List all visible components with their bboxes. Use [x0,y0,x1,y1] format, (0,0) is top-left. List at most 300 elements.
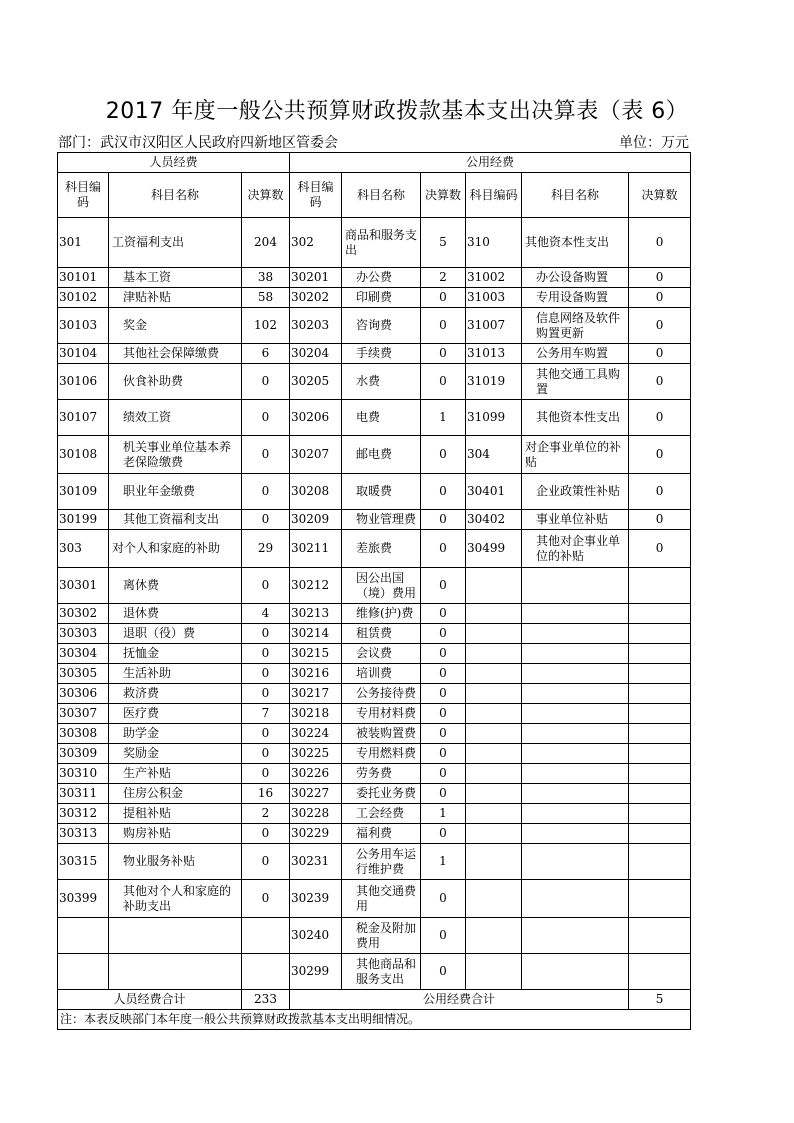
capital-name-cell [522,724,629,744]
personnel-name-cell: 提租补贴 [109,804,242,824]
capital-code-cell [466,568,522,604]
public-amount-cell: 0 [421,624,466,644]
personnel-code-cell: 30301 [58,568,109,604]
capital-amount-cell [629,744,691,764]
public-code-cell: 30214 [290,624,342,644]
public-amount-cell: 0 [421,954,466,990]
public-amount-cell: 0 [421,436,466,474]
public-code-cell: 30225 [290,744,342,764]
col-code-header: 科目编码 [290,173,342,218]
public-name-cell: 专用燃料费 [342,744,421,764]
capital-code-cell [466,804,522,824]
personnel-code-cell: 30312 [58,804,109,824]
capital-amount-cell [629,954,691,990]
capital-code-cell: 31002 [466,268,522,288]
table-row [58,624,691,644]
public-code-cell: 30208 [290,474,342,510]
public-amount-cell: 0 [421,308,466,344]
public-amount-cell: 1 [421,400,466,436]
personnel-name-cell: 生活补助 [109,664,242,684]
table-row [58,844,691,880]
public-amount-cell: 2 [421,268,466,288]
capital-name-cell: 其他对企事业单位的补贴 [522,530,629,568]
capital-name-cell [522,804,629,824]
public-amount-cell: 0 [421,568,466,604]
personnel-amount-cell: 0 [242,844,290,880]
public-code-cell: 30229 [290,824,342,844]
public-code-cell: 30231 [290,844,342,880]
public-amount-cell: 1 [421,804,466,824]
capital-code-cell: 31007 [466,308,522,344]
public-name-cell: 税金及附加费用 [342,918,421,954]
personnel-amount-cell [242,918,290,954]
public-amount-cell: 0 [421,744,466,764]
public-code-cell: 30201 [290,268,342,288]
capital-code-cell [466,880,522,918]
public-amount-cell: 0 [421,644,466,664]
table-row [58,644,691,664]
personnel-code-cell: 30303 [58,624,109,644]
personnel-code-cell: 30307 [58,704,109,724]
public-name-cell: 邮电费 [342,436,421,474]
public-amount-cell: 0 [421,704,466,724]
personnel-code-cell: 30108 [58,436,109,474]
personnel-amount-cell: 0 [242,400,290,436]
table-row [58,764,691,784]
public-name-cell: 委托业务费 [342,784,421,804]
public-name-cell: 差旅费 [342,530,421,568]
personnel-name-cell: 离休费 [109,568,242,604]
personnel-name-cell: 助学金 [109,724,242,744]
personnel-amount-cell: 0 [242,684,290,704]
personnel-total-value: 233 [242,990,290,1010]
capital-amount-cell [629,918,691,954]
table-row [58,510,691,530]
capital-name-cell: 办公设备购置 [522,268,629,288]
table-row [58,724,691,744]
capital-name-cell [522,784,629,804]
personnel-code-cell: 30305 [58,664,109,684]
personnel-code-cell: 30102 [58,288,109,308]
public-name-cell: 商品和服务支出 [342,218,421,268]
personnel-code-cell: 30104 [58,344,109,364]
personnel-amount-cell: 58 [242,288,290,308]
capital-code-cell [466,784,522,804]
public-code-cell: 30224 [290,724,342,744]
personnel-name-cell: 职业年金缴费 [109,474,242,510]
public-name-cell: 维修(护)费 [342,604,421,624]
personnel-code-cell: 30304 [58,644,109,664]
table-row [58,364,691,400]
capital-amount-cell: 0 [629,268,691,288]
public-amount-cell: 0 [421,604,466,624]
public-code-cell: 30240 [290,918,342,954]
capital-code-cell: 30401 [466,474,522,510]
public-amount-cell: 0 [421,918,466,954]
personnel-header: 人员经费 [58,153,290,173]
public-name-cell: 公务用车运行维护费 [342,844,421,880]
public-code-cell: 30213 [290,604,342,624]
capital-amount-cell [629,644,691,664]
public-code-cell: 30203 [290,308,342,344]
personnel-amount-cell: 4 [242,604,290,624]
personnel-amount-cell: 0 [242,664,290,684]
capital-name-cell [522,918,629,954]
personnel-name-cell: 其他社会保障缴费 [109,344,242,364]
capital-amount-cell [629,664,691,684]
capital-name-cell [522,664,629,684]
public-name-cell: 福利费 [342,824,421,844]
personnel-amount-cell: 29 [242,530,290,568]
capital-code-cell: 30402 [466,510,522,530]
public-name-cell: 取暖费 [342,474,421,510]
capital-code-cell [466,744,522,764]
personnel-code-cell: 30315 [58,844,109,880]
personnel-amount-cell: 6 [242,344,290,364]
capital-name-cell: 专用设备购置 [522,288,629,308]
public-name-cell: 公务接待费 [342,684,421,704]
capital-name-cell [522,624,629,644]
personnel-code-cell: 30199 [58,510,109,530]
table-row [58,784,691,804]
personnel-code-cell: 30306 [58,684,109,704]
personnel-code-cell [58,954,109,990]
table-row [58,268,691,288]
col-amount-header: 决算数 [242,173,290,218]
personnel-amount-cell: 0 [242,824,290,844]
capital-amount-cell: 0 [629,436,691,474]
capital-code-cell [466,644,522,664]
capital-amount-cell [629,604,691,624]
personnel-name-cell: 其他对个人和家庭的补助支出 [109,880,242,918]
personnel-name-cell: 医疗费 [109,704,242,724]
public-code-cell: 30217 [290,684,342,704]
col-name-header: 科目名称 [109,173,242,218]
col-name-header: 科目名称 [342,173,421,218]
public-code-cell: 30204 [290,344,342,364]
capital-amount-cell: 0 [629,510,691,530]
personnel-code-cell: 30106 [58,364,109,400]
public-name-cell: 专用材料费 [342,704,421,724]
public-name-cell: 其他交通费用 [342,880,421,918]
personnel-name-cell [109,918,242,954]
budget-table [57,152,691,1030]
col-amount-header: 决算数 [421,173,466,218]
capital-amount-cell: 0 [629,288,691,308]
capital-name-cell: 信息网络及软件购置更新 [522,308,629,344]
public-name-cell: 劳务费 [342,764,421,784]
public-name-cell: 培训费 [342,664,421,684]
capital-code-cell: 31099 [466,400,522,436]
capital-name-cell [522,954,629,990]
note-row [58,1010,691,1030]
table-row [58,308,691,344]
capital-code-cell [466,684,522,704]
capital-amount-cell [629,880,691,918]
personnel-amount-cell: 0 [242,880,290,918]
department-label: 部门：武汉市汉阳区人民政府四新地区管委会 [58,135,338,151]
personnel-code-cell: 30309 [58,744,109,764]
table-row [58,604,691,624]
public-code-cell: 30218 [290,704,342,724]
capital-name-cell [522,824,629,844]
personnel-amount-cell: 0 [242,764,290,784]
public-code-cell: 30215 [290,644,342,664]
public-code-cell: 30211 [290,530,342,568]
public-name-cell: 其他商品和服务支出 [342,954,421,990]
capital-amount-cell: 0 [629,344,691,364]
public-amount-cell: 0 [421,880,466,918]
table-row [58,568,691,604]
capital-code-cell [466,724,522,744]
capital-name-cell [522,744,629,764]
public-name-cell: 物业管理费 [342,510,421,530]
public-code-cell: 30212 [290,568,342,604]
public-amount-cell: 0 [421,824,466,844]
public-header: 公用经费 [290,153,691,173]
capital-name-cell [522,764,629,784]
personnel-code-cell: 30109 [58,474,109,510]
capital-name-cell [522,844,629,880]
capital-amount-cell [629,624,691,644]
capital-amount-cell: 0 [629,474,691,510]
unit-label: 单位：万元 [619,135,689,151]
public-amount-cell: 0 [421,344,466,364]
public-code-cell: 30202 [290,288,342,308]
table-row [58,474,691,510]
personnel-amount-cell: 0 [242,744,290,764]
col-amount-header: 决算数 [629,173,691,218]
public-name-cell: 因公出国（境）费用 [342,568,421,604]
public-code-cell: 30205 [290,364,342,400]
capital-amount-cell [629,724,691,744]
personnel-code-cell: 30310 [58,764,109,784]
personnel-code-cell: 30101 [58,268,109,288]
public-name-cell: 咨询费 [342,308,421,344]
personnel-name-cell: 工资福利支出 [109,218,242,268]
personnel-amount-cell: 38 [242,268,290,288]
capital-amount-cell [629,704,691,724]
col-code-header: 科目编码 [466,173,522,218]
column-header-row [58,173,691,218]
col-code-header: 科目编码 [58,173,109,218]
public-amount-cell: 0 [421,784,466,804]
personnel-amount-cell: 0 [242,624,290,644]
table-row [58,704,691,724]
personnel-code-cell: 30313 [58,824,109,844]
capital-code-cell [466,954,522,990]
personnel-code-cell: 30302 [58,604,109,624]
personnel-total-label: 人员经费合计 [58,990,242,1010]
personnel-code-cell: 30103 [58,308,109,344]
public-name-cell: 手续费 [342,344,421,364]
capital-amount-cell [629,824,691,844]
table-row [58,824,691,844]
table-row [58,436,691,474]
totals-row [58,990,691,1010]
capital-name-cell: 对企事业单位的补贴 [522,436,629,474]
public-name-cell: 电费 [342,400,421,436]
capital-code-cell: 310 [466,218,522,268]
capital-code-cell [466,624,522,644]
capital-name-cell [522,704,629,724]
personnel-name-cell: 救济费 [109,684,242,704]
public-code-cell: 30207 [290,436,342,474]
capital-code-cell: 31013 [466,344,522,364]
capital-amount-cell [629,684,691,704]
public-name-cell: 工会经费 [342,804,421,824]
capital-amount-cell: 0 [629,400,691,436]
public-amount-cell: 0 [421,364,466,400]
capital-code-cell [466,824,522,844]
personnel-name-cell: 绩效工资 [109,400,242,436]
personnel-amount-cell: 0 [242,436,290,474]
personnel-amount-cell: 102 [242,308,290,344]
capital-name-cell: 事业单位补贴 [522,510,629,530]
public-total-label: 公用经费合计 [290,990,629,1010]
public-amount-cell: 1 [421,844,466,880]
table-row [58,664,691,684]
personnel-name-cell: 津贴补贴 [109,288,242,308]
capital-name-cell [522,684,629,704]
personnel-name-cell: 其他工资福利支出 [109,510,242,530]
capital-amount-cell: 0 [629,364,691,400]
public-amount-cell: 5 [421,218,466,268]
footnote: 注：本表反映部门本年度一般公共预算财政拨款基本支出明细情况。 [58,1010,691,1030]
capital-amount-cell [629,764,691,784]
personnel-name-cell: 退休费 [109,604,242,624]
personnel-amount-cell: 0 [242,364,290,400]
personnel-code-cell: 30399 [58,880,109,918]
capital-code-cell: 30499 [466,530,522,568]
table-row [58,744,691,764]
public-amount-cell: 0 [421,474,466,510]
public-code-cell: 30209 [290,510,342,530]
personnel-code-cell: 30308 [58,724,109,744]
capital-name-cell: 其他资本性支出 [522,400,629,436]
capital-name-cell: 其他资本性支出 [522,218,629,268]
capital-amount-cell: 0 [629,308,691,344]
public-amount-cell: 0 [421,664,466,684]
capital-code-cell [466,764,522,784]
public-code-cell: 30216 [290,664,342,684]
personnel-code-cell [58,918,109,954]
personnel-amount-cell: 204 [242,218,290,268]
capital-amount-cell: 0 [629,530,691,568]
public-amount-cell: 0 [421,724,466,744]
public-amount-cell: 0 [421,684,466,704]
personnel-name-cell [109,954,242,990]
personnel-code-cell: 30107 [58,400,109,436]
capital-name-cell [522,880,629,918]
public-amount-cell: 0 [421,764,466,784]
personnel-name-cell: 机关事业单位基本养老保险缴费 [109,436,242,474]
personnel-name-cell: 奖励金 [109,744,242,764]
table-row [58,218,691,268]
public-name-cell: 会议费 [342,644,421,664]
table-row [58,954,691,990]
personnel-name-cell: 抚恤金 [109,644,242,664]
col-name-header: 科目名称 [522,173,629,218]
public-code-cell: 30239 [290,880,342,918]
table-row [58,918,691,954]
table-row [58,684,691,704]
personnel-name-cell: 购房补贴 [109,824,242,844]
capital-amount-cell [629,784,691,804]
personnel-amount-cell: 0 [242,644,290,664]
personnel-name-cell: 对个人和家庭的补助 [109,530,242,568]
personnel-amount-cell: 0 [242,724,290,744]
capital-amount-cell [629,844,691,880]
capital-amount-cell [629,804,691,824]
personnel-name-cell: 退职（役）费 [109,624,242,644]
table-row [58,804,691,824]
capital-name-cell [522,568,629,604]
public-code-cell: 30226 [290,764,342,784]
public-name-cell: 被装购置费 [342,724,421,744]
table-row [58,880,691,918]
capital-name-cell: 其他交通工具购置 [522,364,629,400]
table-row [58,530,691,568]
public-code-cell: 302 [290,218,342,268]
personnel-code-cell: 30311 [58,784,109,804]
personnel-amount-cell: 16 [242,784,290,804]
personnel-name-cell: 基本工资 [109,268,242,288]
public-amount-cell: 0 [421,510,466,530]
public-amount-cell: 0 [421,530,466,568]
table-row [58,288,691,308]
capital-code-cell: 31003 [466,288,522,308]
personnel-code-cell: 301 [58,218,109,268]
personnel-amount-cell: 0 [242,568,290,604]
capital-name-cell: 企业政策性补贴 [522,474,629,510]
capital-code-cell [466,844,522,880]
public-name-cell: 租赁费 [342,624,421,644]
personnel-amount-cell: 2 [242,804,290,824]
capital-name-cell [522,604,629,624]
personnel-amount-cell: 7 [242,704,290,724]
capital-amount-cell [629,568,691,604]
personnel-amount-cell [242,954,290,990]
public-total-value: 5 [629,990,691,1010]
public-name-cell: 印刷费 [342,288,421,308]
personnel-name-cell: 住房公积金 [109,784,242,804]
capital-code-cell [466,664,522,684]
personnel-code-cell: 303 [58,530,109,568]
table-row [58,344,691,364]
public-name-cell: 办公费 [342,268,421,288]
public-code-cell: 30206 [290,400,342,436]
public-name-cell: 水费 [342,364,421,400]
personnel-amount-cell: 0 [242,474,290,510]
capital-code-cell [466,704,522,724]
capital-code-cell [466,918,522,954]
capital-name-cell: 公务用车购置 [522,344,629,364]
public-amount-cell: 0 [421,288,466,308]
personnel-name-cell: 生产补贴 [109,764,242,784]
capital-amount-cell: 0 [629,218,691,268]
public-code-cell: 30299 [290,954,342,990]
group-header-row [58,153,691,173]
public-code-cell: 30227 [290,784,342,804]
personnel-name-cell: 伙食补助费 [109,364,242,400]
personnel-amount-cell: 0 [242,510,290,530]
public-code-cell: 30228 [290,804,342,824]
capital-name-cell [522,644,629,664]
capital-code-cell: 304 [466,436,522,474]
personnel-name-cell: 物业服务补贴 [109,844,242,880]
capital-code-cell [466,604,522,624]
